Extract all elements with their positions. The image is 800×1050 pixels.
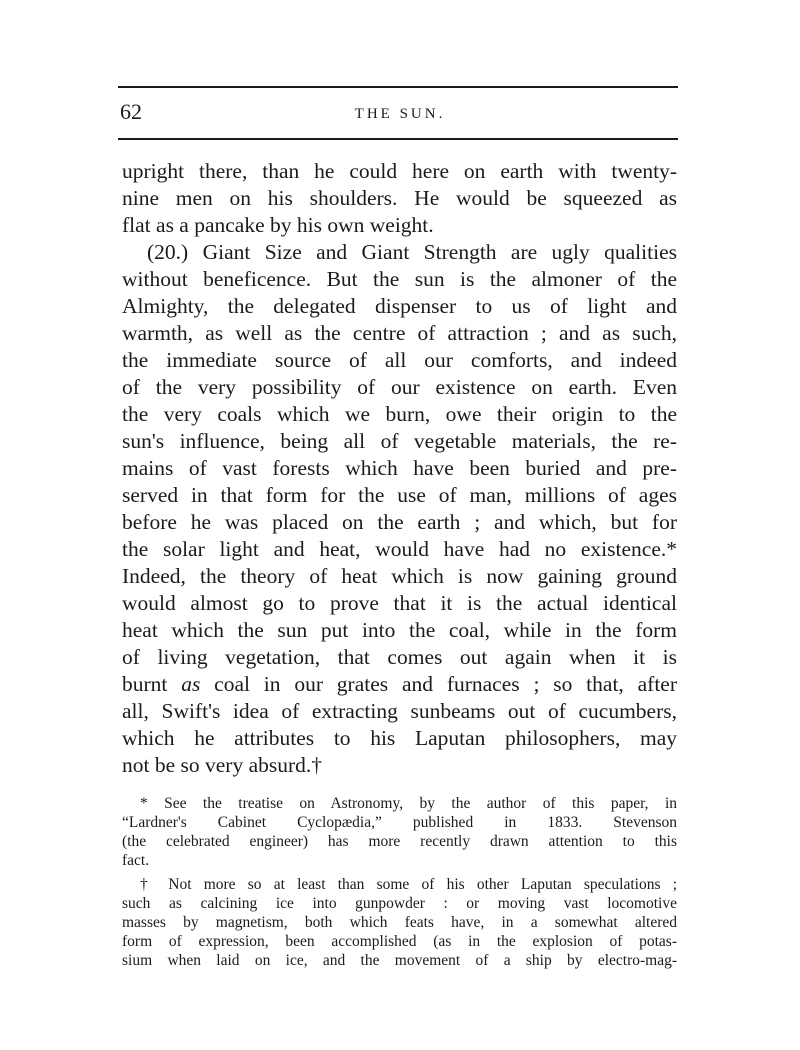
header-top-rule: [118, 86, 678, 88]
text-line: the immediate source of all our comforts, and indeed: [122, 348, 677, 372]
text-line: [122, 671, 677, 698]
text-line: served in that form for the use of man, millions of ages: [122, 483, 677, 507]
text-line: the very coals which we burn, owe their origin to the: [122, 402, 677, 426]
page-number: 62: [120, 99, 142, 124]
text-line: of living vegetation, that comes out again when it is: [122, 645, 677, 669]
footnote-line: fact.: [122, 852, 150, 869]
text-line: which he attributes to his Laputan philosophers, may: [122, 726, 677, 750]
text-line: upright there, than he could here on earth with twenty-: [122, 159, 677, 183]
text-line: before he was placed on the earth ; and which, but for: [122, 510, 677, 534]
text-line: sun's influence, being all of vegetable materials, the re-: [122, 429, 677, 453]
text-line: heat which the sun put into the coal, while in the form: [122, 618, 677, 642]
text-segment: coal in our grates and furnaces ; so that, after: [200, 672, 677, 696]
footnote-line: such as calcining ice into gunpowder : or moving vast locomotive: [122, 895, 677, 912]
text-line: mains of vast forests which have been buried and pre-: [122, 456, 677, 480]
footnote-line: (the celebrated engineer) has more recently drawn attention to this: [122, 833, 677, 850]
text-line: warmth, as well as the centre of attraction ; and as such,: [122, 321, 677, 345]
text-line: would almost go to prove that it is the actual identical: [122, 591, 677, 615]
footnote-line: “Lardner's Cabinet Cyclopædia,” published in 1833. Stevenson: [122, 814, 677, 831]
footnote-line: * See the treatise on Astronomy, by the author of this paper, in: [140, 795, 677, 812]
text-segment: burnt: [122, 672, 182, 696]
footnote-line: sium when laid on ice, and the movement of a ship by electro-mag-: [122, 952, 677, 969]
text-line: without beneficence. But the sun is the almoner of the: [122, 267, 677, 291]
footnote-line: masses by magnetism, both which feats have, in a somewhat altered: [122, 914, 677, 931]
text-line: the solar light and heat, would have had no existence.*: [122, 537, 677, 561]
text-line: Almighty, the delegated dispenser to us of light and: [122, 294, 677, 318]
running-title: THE SUN.: [354, 106, 446, 122]
text-line: Indeed, the theory of heat which is now gaining ground: [122, 564, 677, 588]
italic-word: as: [181, 672, 201, 696]
paragraph-start-line: (20.) Giant Size and Giant Strength are ugly qualities: [147, 240, 677, 264]
main-text: [122, 158, 677, 779]
header-bottom-rule: [118, 138, 678, 140]
text-line: not be so very absurd.†: [122, 753, 323, 777]
text-line: of the very possibility of our existence on earth. Even: [122, 375, 677, 399]
footnote-line: † Not more so at least than some of his other Laputan speculations ;: [140, 876, 677, 893]
text-line: all, Swift's idea of extracting sunbeams out of cucumbers,: [122, 699, 677, 723]
footnotes: [122, 794, 677, 970]
footnote-line: form of expression, been accomplished (as in the explosion of potas-: [122, 933, 677, 950]
text-line: flat as a pancake by his own weight.: [122, 213, 434, 237]
text-line: nine men on his shoulders. He would be squeezed as: [122, 186, 677, 210]
